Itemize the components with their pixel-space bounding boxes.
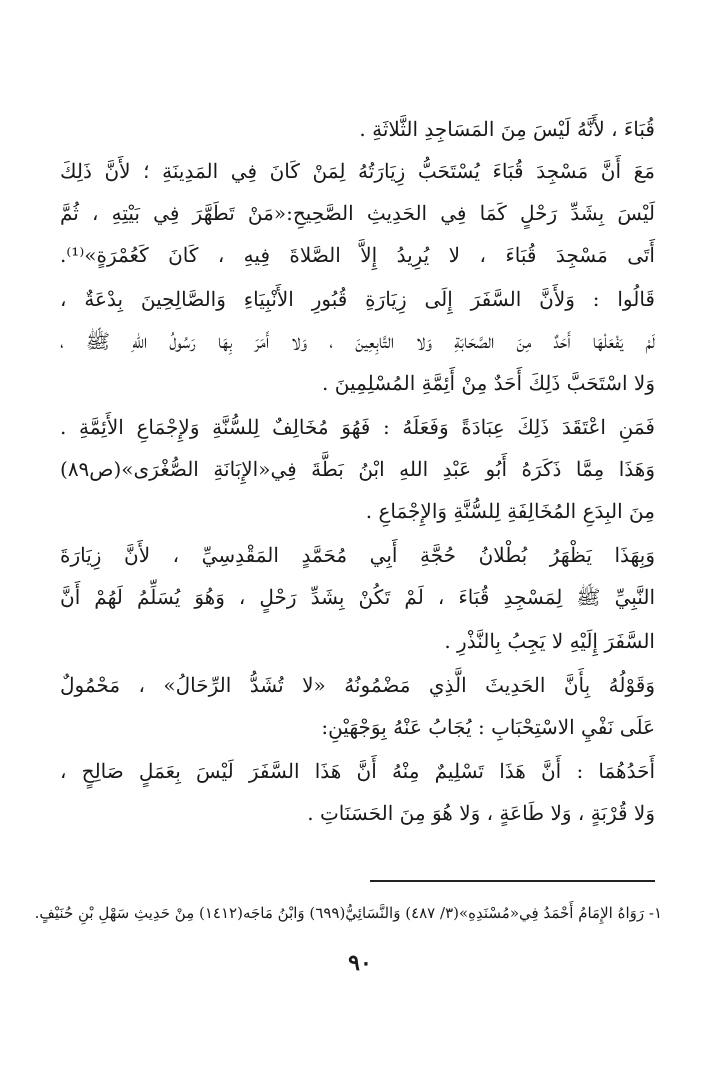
- text-line-2: مَعَ أَنَّ مَسْجِدَ قُبَاءَ يُسْتَحَبُّ زِيَارَتُهُ لِمَنْ كَانَ فِي المَدِينَةِ ؛ لأَنَّ ذَلِكَ: [60, 159, 655, 183]
- text-line-10: مِنَ البِدَعِ المُخَالِفَةِ لِلسُّنَّةِ وَالإِجْمَاعِ .: [365, 499, 655, 523]
- text-line-4: أَتَى مَسْجِدَ قُبَاءَ ، لا يُرِيدُ إِلاَّ الصَّلاةَ فِيهِ ، كَانَ كَعُمْرَةٍ»⁽¹⁾.: [60, 243, 655, 267]
- text-line-6: لَمْ يَفْعَلْهَا أَحَدٌ مِنَ الصَّحَابَةِ وَلا التَّابِعِينَ ، وَلا أَمَرَ بِهَا رَسُولُ اللهِ ﷺ ،: [60, 329, 655, 353]
- text-line-17: وَلا قُرْبَةٍ ، وَلا طَاعَةٍ ، وَلا هُوَ مِنَ الحَسَنَاتِ .: [307, 801, 655, 825]
- text-line-3: لَيْسَ بِشَدِّ رَحْلٍ كَمَا فِي الحَدِيثِ الصَّحِيحِ:«مَنْ تَطَهَّرَ فِي بَيْتِهِ ، ثُمَّ: [60, 201, 655, 225]
- text-line-11: وَبِهَذَا يَظْهَرُ بُطْلانُ حُجَّةِ أَبِي مُحَمَّدٍ المَقْدِسِيِّ ، لأَنَّ زِيَارَةَ: [60, 543, 655, 567]
- text-line-12: النَّبِيِّ ﷺ لِمَسْجِدِ قُبَاءَ ، لَمْ تَكُنْ بِشَدِّ رَحْلٍ ، وَهُوَ يُسَلِّمُ لَهُمْ أَنَّ: [60, 585, 655, 609]
- text-line-15: عَلَى نَفْيِ الاسْتِحْبَابِ : يُجَابُ عَنْهُ بِوَجْهَيْنِ:: [321, 715, 655, 739]
- text-line-14: وَقَوْلُهُ بِأَنَّ الحَدِيثَ الَّذِي مَضْمُونُهُ «لا تُشَدُّ الرِّحَالُ» ، مَحْمُولٌ: [60, 673, 655, 697]
- page-number: ٩٠: [348, 950, 372, 976]
- footnote-divider: [370, 880, 655, 882]
- text-line-16: أَحَدُهُمَا : أَنَّ هَذَا تَسْلِيمٌ مِنْهُ أَنَّ هَذَا السَّفَرَ لَيْسَ بِعَمَلٍ صَالِحٍ ،: [60, 759, 655, 783]
- text-line-9: وَهَذَا مِمَّا ذَكَرَهُ أَبُو عَبْدِ اللهِ ابْنُ بَطَّةَ فِي«الإِبَانَةِ الصُّغْرَى»(ص٨٩): [60, 457, 655, 481]
- text-line-1: قُبَاءَ ، لأَنَّهُ لَيْسَ مِنَ المَسَاجِدِ الثَّلاثَةِ .: [359, 117, 655, 141]
- footnote: ١- رَوَاهُ الإِمَامُ أَحْمَدُ فِي«مُسْنَدِهِ»(٣/ ٤٨٧) وَالنَّسَائِيُّ(٦٩٩) وَابْنُ مَاجَه(١٤١٢) مِنْ حَدِيثِ سَهْلِ بْنِ حُنَيْفٍ.: [34, 904, 662, 922]
- text-line-13: السَّفَرَ إِلَيْهِ لا يَجِبُ بِالنَّذْرِ .: [444, 629, 655, 653]
- text-line-8: فَمَنِ اعْتَقَدَ ذَلِكَ عِبَادَةً وَفَعَلَهُ : فَهُوَ مُخَالِفٌ لِلسُّنَّةِ وَلإِجْمَاعِ الأَئِمَّةِ .: [60, 415, 655, 439]
- text-line-7: وَلا اسْتَحَبَّ ذَلِكَ أَحَدٌ مِنْ أَئِمَّةِ المُسْلِمِينَ .: [322, 371, 655, 395]
- text-line-5: قَالُوا : وَلأَنَّ السَّفَرَ إِلَى زِيَارَةِ قُبُورِ الأَنْبِيَاءِ وَالصَّالِحِينَ بِدْعَةٌ ،: [60, 287, 655, 311]
